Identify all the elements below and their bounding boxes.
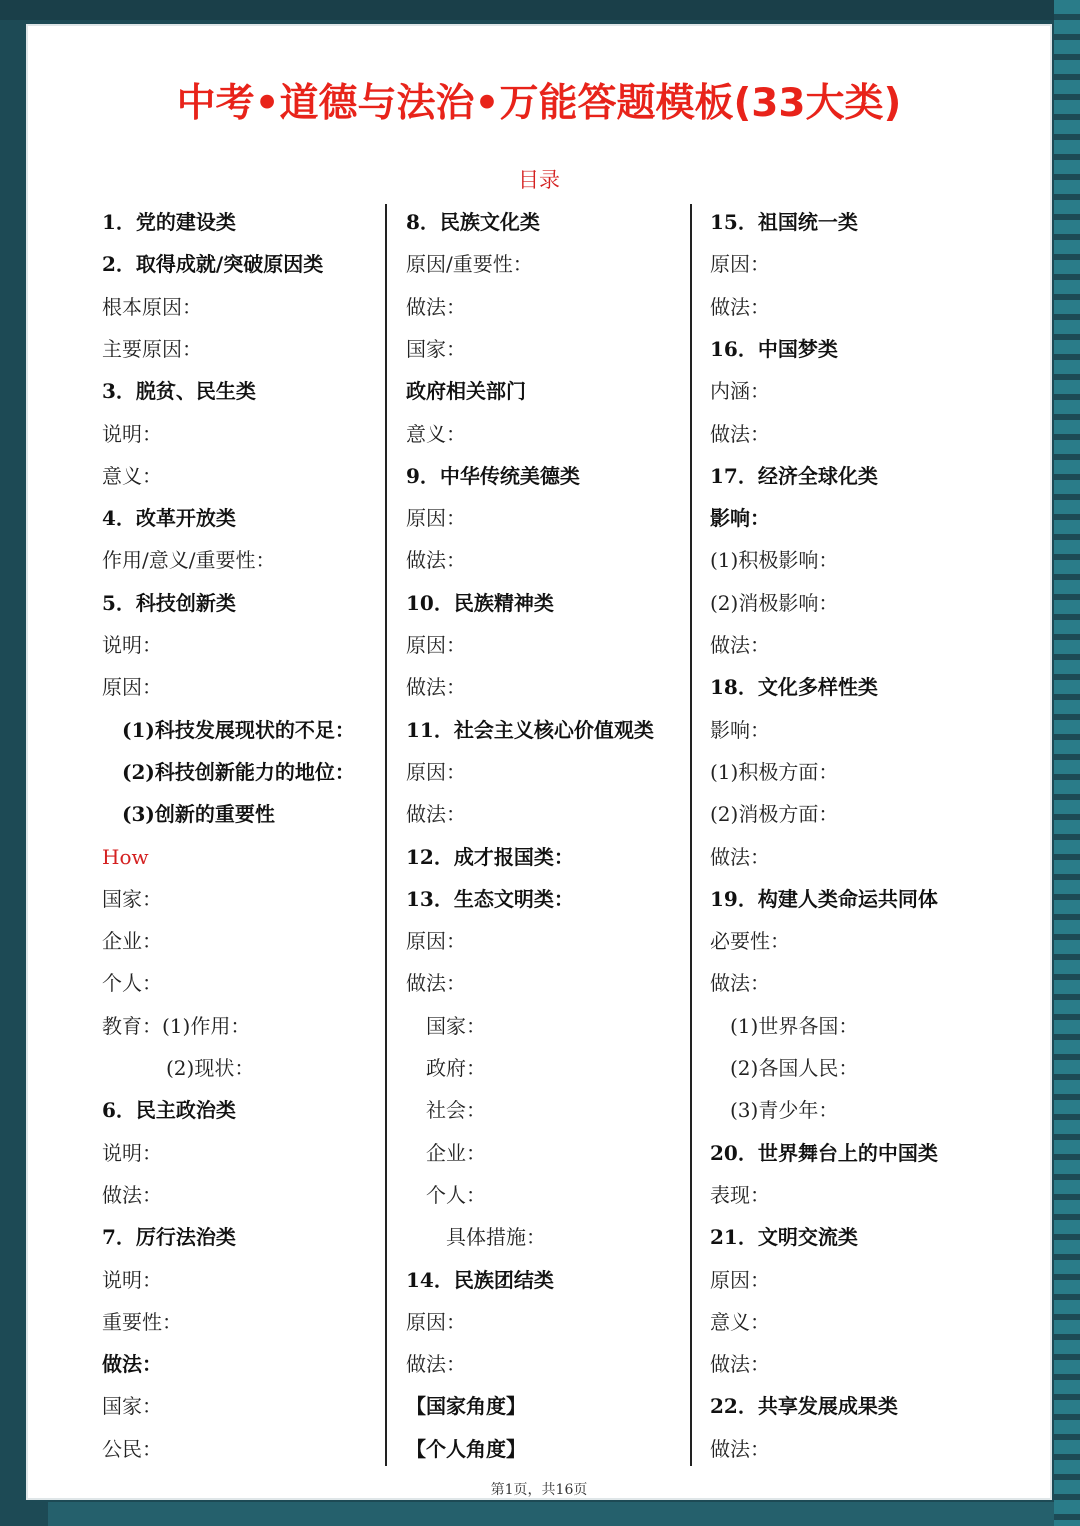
toc-entry: How — [102, 844, 149, 869]
toc-entry: 意义： — [102, 463, 162, 488]
toc-entry: 重要性： — [102, 1309, 182, 1334]
toc-section-heading: 【国家角度】 — [406, 1394, 526, 1419]
frame-top-band — [0, 0, 1054, 20]
toc-entry: 个人： — [426, 1182, 486, 1207]
toc-entry: 影响： — [710, 717, 770, 742]
toc-section-heading: 13．生态文明类： — [406, 886, 574, 911]
toc-entry: 内涵： — [710, 379, 770, 404]
page-footer: 第1页，共16页 — [490, 1482, 588, 1498]
toc-entry: 表现： — [710, 1182, 770, 1207]
toc-section-heading: 7．厉行法治类 — [102, 1225, 236, 1250]
toc-entry: 国家： — [102, 1394, 162, 1419]
toc-entry: 做法： — [710, 633, 770, 657]
toc-section-heading: (2)科技创新能力的地位： — [122, 759, 355, 784]
toc-section-heading: 3．脱贫、民生类 — [102, 379, 256, 404]
toc-entry: 做法： — [406, 675, 466, 700]
toc-section-heading: 14．民族团结类 — [406, 1267, 554, 1292]
toc-section-heading: 4．改革开放类 — [102, 506, 236, 531]
toc-entry: 原因： — [406, 506, 466, 531]
toc-entry: (2)现状： — [166, 1056, 255, 1080]
column-divider — [385, 204, 387, 1466]
toc-entry: 原因： — [406, 1309, 466, 1334]
toc-section-heading: 10．民族精神类 — [406, 590, 554, 615]
column-divider — [690, 204, 692, 1466]
document-title: 中考•道德与法治•万能答题模板(33大类) — [176, 81, 902, 126]
toc-entry: 社会： — [426, 1098, 486, 1123]
toc-entry: 做法： — [710, 294, 770, 319]
toc-section-heading: 8．民族文化类 — [406, 210, 540, 234]
toc-section-heading: 19．构建人类命运共同体 — [710, 886, 938, 911]
toc-entry: 原因： — [406, 759, 466, 784]
toc-entry: 作用/意义/重要性： — [102, 548, 276, 573]
toc-entry: 原因： — [406, 633, 466, 657]
toc-section-heading: 影响： — [710, 506, 770, 531]
toc-entry: 个人： — [102, 971, 162, 996]
toc-section-heading: 政府相关部门 — [406, 379, 526, 404]
toc-entry: 原因： — [710, 1267, 770, 1292]
toc-entry: 意义： — [406, 421, 466, 446]
toc-section-heading: 22．共享发展成果类 — [710, 1394, 898, 1419]
toc-entry: (1)世界各国： — [730, 1013, 859, 1038]
toc-entry: 意义： — [710, 1309, 770, 1334]
toc-section-heading: 1．党的建设类 — [102, 210, 236, 234]
toc-section-heading: 9．中华传统美德类 — [406, 463, 580, 488]
toc-entry: 政府： — [426, 1056, 486, 1080]
toc-entry: 做法： — [406, 548, 466, 573]
toc-entry: 做法： — [102, 1182, 162, 1207]
toc-entry: 原因： — [406, 929, 466, 954]
toc-heading: 目录 — [518, 168, 560, 192]
toc-section-heading: 5．科技创新类 — [102, 590, 236, 615]
toc-entry: 国家： — [406, 336, 466, 361]
toc-entry: 说明： — [102, 1140, 162, 1165]
toc-entry: 做法： — [406, 802, 466, 827]
toc-entry: (1)积极影响： — [710, 548, 839, 573]
toc-section-heading: 18．文化多样性类 — [710, 675, 878, 700]
toc-section-heading: 21．文明交流类 — [710, 1225, 858, 1250]
toc-entry: 教育：(1)作用： — [102, 1013, 251, 1038]
toc-entry: 国家： — [426, 1013, 486, 1038]
toc-entry: 做法： — [710, 1352, 770, 1377]
toc-entry: (1)积极方面： — [710, 759, 839, 784]
toc-section-heading: (1)科技发展现状的不足： — [122, 717, 355, 742]
toc-entry: 做法： — [406, 971, 466, 996]
toc-entry: 原因： — [102, 675, 162, 700]
toc-section-heading: 11．社会主义核心价值观类 — [406, 717, 654, 742]
frame-bottom-band — [48, 1502, 1054, 1526]
toc-section-heading: 17．经济全球化类 — [710, 463, 878, 488]
toc-entry: 公民： — [102, 1436, 162, 1461]
toc-section-heading: 做法： — [102, 1352, 162, 1377]
toc-entry: 必要性： — [710, 929, 790, 954]
toc-entry: (2)各国人民： — [730, 1056, 859, 1080]
toc-section-heading: 20．世界舞台上的中国类 — [710, 1140, 938, 1165]
toc-entry: (3)青少年： — [730, 1098, 839, 1123]
toc-section-heading: 6．民主政治类 — [102, 1098, 236, 1123]
toc-entry: (2)消极影响： — [710, 590, 839, 615]
toc-entry: 企业： — [102, 929, 162, 954]
toc-entry: 做法： — [406, 294, 466, 319]
toc-entry: 原因： — [710, 252, 770, 277]
toc-section-heading: 16．中国梦类 — [710, 336, 838, 361]
toc-entry: 国家： — [102, 886, 162, 911]
toc-section-heading: 12．成才报国类： — [406, 844, 574, 869]
toc-entry: 根本原因： — [102, 294, 202, 319]
toc-entry: 说明： — [102, 421, 162, 446]
toc-entry: 主要原因： — [102, 336, 202, 361]
toc-entry: 企业： — [426, 1140, 486, 1165]
toc-entry: 具体措施： — [446, 1225, 546, 1250]
toc-entry: 做法： — [406, 1352, 466, 1377]
document-page — [28, 26, 1050, 1498]
toc-entry: 做法： — [710, 844, 770, 869]
toc-entry: 说明： — [102, 1267, 162, 1292]
frame-right-stripes — [1054, 0, 1080, 1526]
toc-section-heading: 【个人角度】 — [406, 1436, 526, 1461]
toc-entry: 原因/重要性： — [406, 252, 533, 277]
toc-section-heading: 2．取得成就/突破原因类 — [102, 252, 324, 277]
toc-entry: 做法： — [710, 421, 770, 446]
toc-entry: 做法： — [710, 1436, 770, 1461]
toc-entry: (2)消极方面： — [710, 802, 839, 827]
toc-entry: 做法： — [710, 971, 770, 996]
toc-section-heading: (3)创新的重要性 — [122, 802, 275, 827]
toc-entry: 说明： — [102, 633, 162, 657]
toc-section-heading: 15．祖国统一类 — [710, 210, 858, 234]
